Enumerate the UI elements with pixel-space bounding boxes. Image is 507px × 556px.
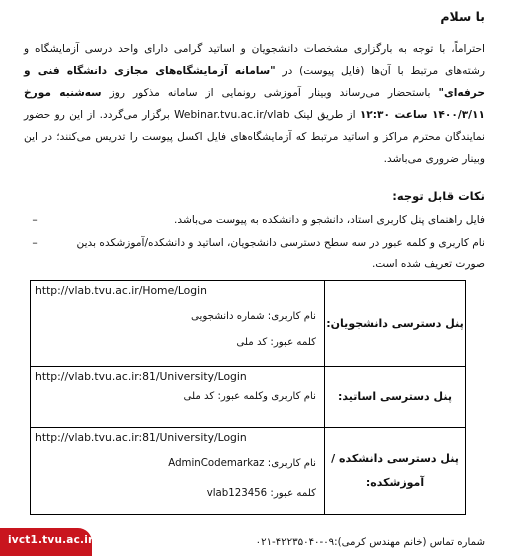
credentials-cell [31, 428, 325, 515]
student-panel-url[interactable]: http://vlab.tvu.ac.ir/Home/Login [35, 284, 207, 297]
intro-paragraph [24, 38, 485, 170]
student-password: کلمه عبور: کد ملی [236, 337, 316, 348]
site-logo [0, 528, 92, 556]
contact-phone: شماره تماس (خانم مهندس کرمی):۰۹-۴۲۲۳۵۰۴۰-۰۲۱ [255, 537, 485, 548]
student-panel-label: پنل دسترسی دانشجویان: [325, 281, 466, 367]
teacher-panel-url[interactable]: http://vlab.tvu.ac.ir:81/University/Login [35, 370, 247, 383]
list-item [24, 233, 485, 275]
faculty-password [31, 486, 324, 502]
faculty-password-value: vlab123456 [206, 488, 268, 499]
credentials-cell [31, 281, 325, 367]
table-row [31, 367, 466, 428]
table-row [31, 281, 466, 367]
notes-title: نکات قابل توجه: [392, 189, 485, 203]
faculty-panel-label: پنل دسترسی دانشکده / آموزشکده: [325, 428, 466, 515]
teacher-panel-label: پنل دسترسی اساتید: [325, 367, 466, 428]
faculty-panel-url[interactable]: http://vlab.tvu.ac.ir:81/University/Login [35, 431, 247, 444]
intro-text-2: باستحضار می‌رساند وبینار آموزشی رونمایی از سامانه مذکور روز [109, 87, 431, 99]
note-text: فایل راهنمای پنل کاربری استاد، دانشجو و دانشکده به پیوست می‌باشد. [174, 214, 485, 226]
note-text: نام کاربری و کلمه عبور در سه سطح دسترسی دانشجویان، اساتید و دانشکده/آموزشکده بدین صورت تعریف شده است. [76, 237, 485, 270]
system-name: "سامانه آزمایشگاه‌های مجازی دانشگاه فنی و حرفه‌ای" [24, 65, 485, 99]
intro-text-1: احتراماً، با توجه به بارگزاری مشخصات دانشجویان و اساتید گرامی دارای واحد درسی آزمایشگاه و رشته‌های مرتبط با آن‌ها (فایل پیوست) در [24, 43, 485, 77]
notes-list [24, 210, 485, 277]
faculty-username-label: نام کاربری: [267, 458, 316, 469]
credentials-cell [31, 367, 325, 428]
table-row [31, 428, 466, 515]
intro-text-4: برگزار می‌گردد. از این رو حضور نمایندگان محترم مراکز و اساتید مرتبط که آزمایشگاه‌های فایل اکسل پیوست را تدریس می‌کنند؛ در این وبینار ضروری می‌باشد. [24, 109, 485, 165]
intro-text-3: از طریق لینک [293, 109, 356, 121]
faculty-username-value: AdminCodemarkaz [168, 458, 265, 469]
webinar-link[interactable]: Webinar.tvu.ac.ir/vlab [174, 109, 290, 121]
webinar-date: سه‌شنبه مورخ ۱۴۰۰/۳/۱۱ ساعت ۱۲:۳۰ [24, 87, 485, 121]
teacher-credentials: نام کاربری وکلمه عبور: کد ملی [183, 391, 316, 402]
faculty-password-label: کلمه عبور: [270, 488, 316, 499]
logo-text: ivct1.tvu.ac.ir [8, 534, 94, 546]
bullet-dash: – [32, 214, 38, 226]
list-item [24, 210, 485, 231]
student-username: نام کاربری: شماره دانشجویی [191, 311, 316, 322]
access-table [30, 280, 466, 515]
greeting: با سلام [440, 9, 485, 24]
bullet-dash: – [32, 237, 38, 249]
faculty-username [31, 456, 324, 472]
